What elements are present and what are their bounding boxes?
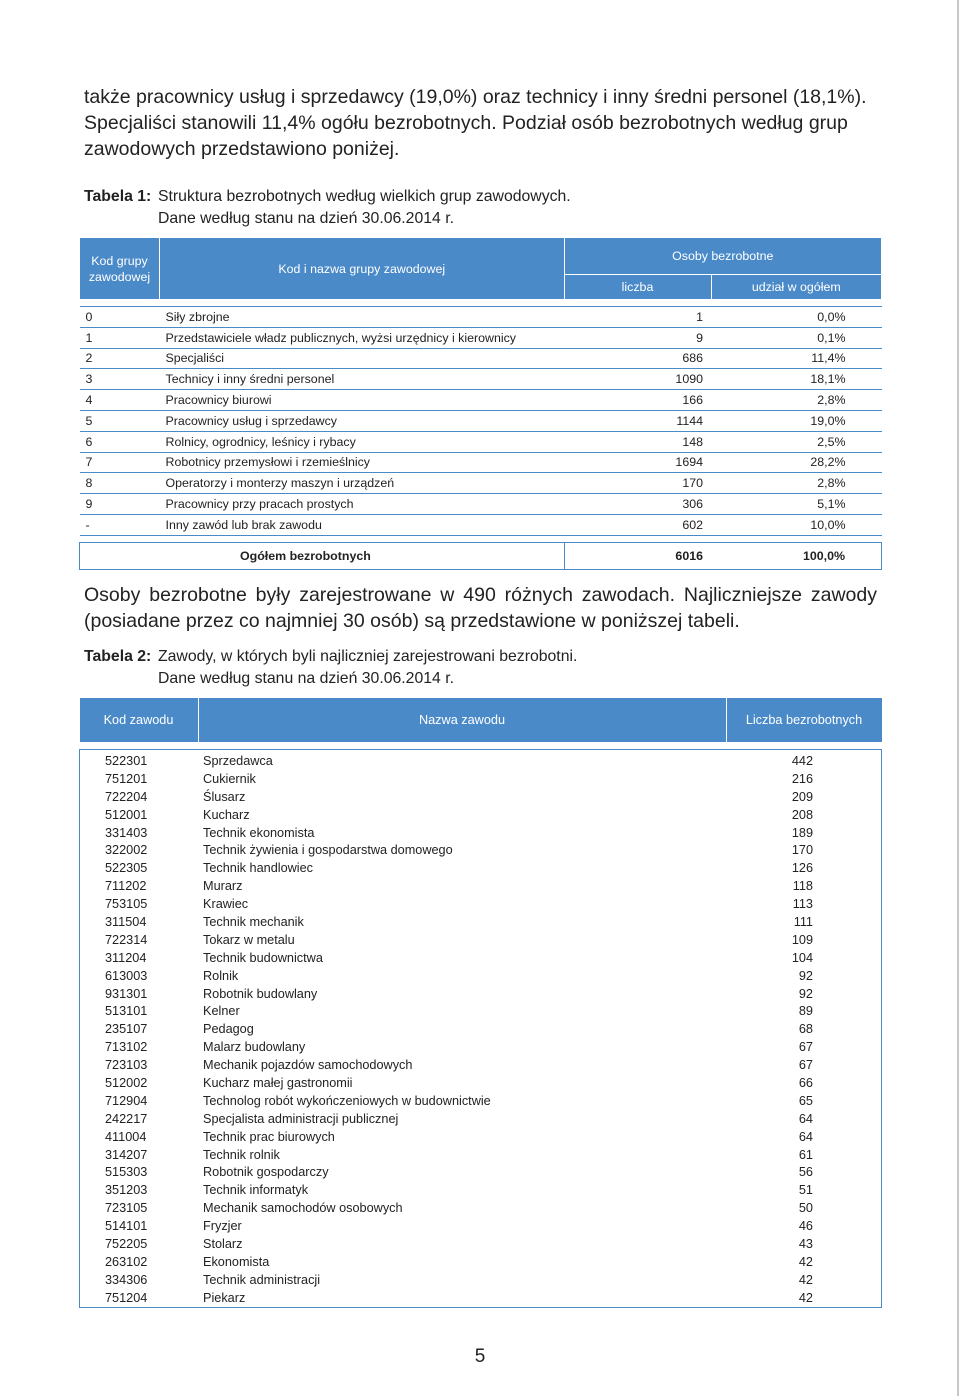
group-count: 1090: [564, 369, 711, 390]
occupation-count: 92: [798, 986, 813, 1001]
occupation-name: Technik żywienia i gospodarstwa domowego: [203, 843, 453, 858]
table2-row: [80, 1020, 882, 1038]
group-code: 6: [80, 431, 160, 452]
table1-row: [80, 431, 882, 452]
group-name: Siły zbrojne: [160, 307, 565, 328]
table1-row: [80, 327, 882, 348]
occupation-code: 411004: [105, 1129, 147, 1144]
occupation-name: Technik handlowiec: [203, 861, 314, 876]
group-name: Operatorzy i monterzy maszyn i urządzeń: [160, 473, 565, 494]
group-count: 1144: [564, 410, 711, 431]
occupation-name: Piekarz: [203, 1290, 246, 1305]
occupation-name: Pedagog: [203, 1022, 254, 1037]
occupation-count: 67: [798, 1058, 813, 1073]
occupation-count: 89: [798, 1004, 813, 1019]
occupation-code: 613003: [105, 968, 148, 983]
caption-line: Dane według stanu na dzień 30.06.2014 r.: [158, 670, 454, 687]
group-count: 602: [564, 514, 711, 535]
group-share: 10,0%: [711, 514, 882, 535]
occupation-name: Fryzjer: [203, 1219, 242, 1234]
total-label: Ogółem bezrobotnych: [80, 542, 565, 569]
intro-line: także pracownicy usług i sprzedawcy (19,0%) oraz technicy i inny średni personel (18,1%).: [84, 86, 867, 108]
caption-label: Tabela 2:: [84, 648, 152, 665]
occupation-count: 113: [792, 897, 813, 912]
group-share: 28,2%: [711, 452, 882, 473]
occupation-code: 712904: [105, 1093, 148, 1108]
table1-row: [80, 369, 882, 390]
group-count: 148: [564, 431, 711, 452]
table2-row: [80, 1074, 882, 1092]
table2-body: [80, 750, 882, 1308]
occupation-count: 43: [798, 1236, 813, 1251]
occupation-code: 751204: [105, 1290, 148, 1305]
table2-row: [80, 1235, 882, 1253]
occupation-count: 65: [798, 1093, 813, 1108]
group-share: 2,5%: [711, 431, 882, 452]
table1-row: [80, 348, 882, 369]
occupation-name: Technik mechanik: [203, 914, 304, 929]
header-count: liczba: [564, 275, 711, 300]
occupation-count: 64: [798, 1129, 813, 1144]
group-code: 9: [80, 494, 160, 515]
occupation-code: 242217: [105, 1111, 148, 1126]
header-share: udział w ogółem: [711, 275, 882, 300]
occupation-count: 42: [798, 1290, 813, 1305]
occupation-name: Technik budownictwa: [203, 950, 323, 965]
occupation-code: 711202: [105, 879, 147, 894]
group-share: 2,8%: [711, 473, 882, 494]
occupation-code: 713102: [105, 1040, 148, 1055]
group-share: 0,0%: [711, 307, 882, 328]
group-code: 2: [80, 348, 160, 369]
occupation-code: 311504: [105, 914, 147, 929]
occupation-count: 209: [791, 789, 813, 804]
total-share: 100,0%: [711, 542, 882, 569]
occupation-name: Kucharz: [203, 807, 250, 822]
occupation-count: 442: [791, 753, 813, 768]
table2-row: [80, 1110, 882, 1128]
total-count: 6016: [564, 542, 711, 569]
table2-row: [80, 770, 882, 788]
table2-row: [80, 1146, 882, 1164]
table2-row: [80, 931, 882, 949]
group-name: Pracownicy przy pracach prostych: [160, 494, 565, 515]
table1-body: [80, 307, 882, 536]
table2-row: [80, 1181, 882, 1199]
header-unemployed-count: Liczba bezrobotnych: [726, 698, 882, 742]
table2-row: [80, 1038, 882, 1056]
group-code: 5: [80, 410, 160, 431]
group-code: 4: [80, 390, 160, 411]
table2-row: [80, 806, 882, 824]
group-share: 18,1%: [711, 369, 882, 390]
occupation-code: 753105: [105, 897, 148, 912]
occupation-name: Sprzedawca: [203, 753, 273, 768]
table2-row: [80, 1092, 882, 1110]
occupation-count: 61: [798, 1147, 813, 1162]
group-code: -: [80, 514, 160, 535]
occupation-code: 723103: [105, 1058, 148, 1073]
group-code: 0: [80, 307, 160, 328]
page-edge: [957, 0, 959, 1396]
table2-row: [80, 967, 882, 985]
occupation-name: Malarz budowlany: [203, 1040, 306, 1055]
group-count: 170: [564, 473, 711, 494]
caption-line: Struktura bezrobotnych według wielkich grup zawodowych.: [158, 188, 571, 205]
group-count: 686: [564, 348, 711, 369]
occupation-name: Technik rolnik: [203, 1147, 280, 1162]
group-count: 9: [564, 327, 711, 348]
occupation-name: Krawiec: [203, 897, 249, 912]
table2-row: [80, 1002, 882, 1020]
occupation-count: 50: [798, 1201, 813, 1216]
occupation-code: 322002: [105, 843, 148, 858]
table2-row: [80, 1271, 882, 1289]
occupation-name: Stolarz: [203, 1236, 243, 1251]
occupation-code: 752205: [105, 1236, 148, 1251]
page-number: 5: [474, 1346, 486, 1367]
table2-caption: [84, 646, 577, 690]
group-share: 11,4%: [711, 348, 882, 369]
occupation-count: 68: [798, 1022, 813, 1037]
group-count: 306: [564, 494, 711, 515]
header-group-name: Kod i nazwa grupy zawodowej: [160, 238, 565, 300]
table1-row: [80, 307, 882, 328]
group-name: Przedstawiciele władz publicznych, wyżsi urzędnicy i kierownicy: [160, 327, 565, 348]
table2-occupations: [79, 698, 882, 1308]
group-code: 1: [80, 327, 160, 348]
table1-row: [80, 494, 882, 515]
table2-row: [80, 949, 882, 967]
table2-row: [80, 841, 882, 859]
occupation-count: 170: [791, 843, 813, 858]
table1-total-row: [80, 542, 882, 569]
table2-row: [80, 859, 882, 877]
middle-paragraph: Osoby bezrobotne były zarejestrowane w 490 różnych zawodach. Najliczniejsze zawody (posiadane przez co najmniej 30 osób) są przedstawione w poniższej tabeli.: [84, 584, 877, 632]
group-count: 1: [564, 307, 711, 328]
group-share: 5,1%: [711, 494, 882, 515]
group-name: Inny zawód lub brak zawodu: [160, 514, 565, 535]
occupation-code: 751201: [105, 771, 148, 786]
group-name: Technicy i inny średni personel: [160, 369, 565, 390]
occupation-count: 109: [791, 932, 813, 947]
header-unemployed: Osoby bezrobotne: [564, 238, 882, 275]
occupation-name: Technik ekonomista: [203, 825, 315, 840]
occupation-code: 512002: [105, 1075, 148, 1090]
header-occupation-name: Nazwa zawodu: [198, 698, 726, 742]
occupation-count: 64: [798, 1111, 813, 1126]
group-share: 0,1%: [711, 327, 882, 348]
occupation-name: Mechanik samochodów osobowych: [203, 1201, 403, 1216]
occupation-name: Ekonomista: [203, 1254, 270, 1269]
intro-line: Specjaliści stanowili 11,4% ogółu bezrobotnych. Podział osób bezrobotnych według grup: [84, 112, 848, 134]
group-code: 7: [80, 452, 160, 473]
group-name: Pracownicy biurowi: [160, 390, 565, 411]
occupation-count: 189: [791, 825, 813, 840]
occupation-count: 126: [791, 861, 813, 876]
occupation-count: 92: [798, 968, 813, 983]
table2-row: [80, 788, 882, 806]
occupation-name: Robotnik gospodarczy: [203, 1165, 329, 1180]
occupation-name: Specjalista administracji publicznej: [203, 1111, 399, 1126]
table2-row: [80, 913, 882, 931]
occupation-name: Technik informatyk: [203, 1183, 309, 1198]
group-share: 2,8%: [711, 390, 882, 411]
occupation-count: 111: [793, 914, 813, 929]
occupation-code: 235107: [105, 1022, 148, 1037]
occupation-name: Mechanik pojazdów samochodowych: [203, 1058, 413, 1073]
occupation-code: 311204: [105, 950, 147, 965]
occupation-name: Technolog robót wykończeniowych w budownictwie: [203, 1093, 491, 1108]
occupation-code: 512001: [105, 807, 148, 822]
occupation-code: 931301: [105, 986, 148, 1001]
group-name: Rolnicy, ogrodnicy, leśnicy i rybacy: [160, 431, 565, 452]
occupation-count: 208: [791, 807, 813, 822]
occupation-count: 118: [792, 879, 813, 894]
occupation-count: 66: [798, 1075, 813, 1090]
table2-row: [80, 1163, 882, 1181]
table1-row: [80, 410, 882, 431]
occupation-name: Murarz: [203, 879, 243, 894]
occupation-name: Kucharz małej gastronomii: [203, 1075, 353, 1090]
group-count: 1694: [564, 452, 711, 473]
table2-row: [80, 1217, 882, 1235]
occupation-code: 314207: [105, 1147, 148, 1162]
group-code: 3: [80, 369, 160, 390]
occupation-count: 56: [798, 1165, 813, 1180]
caption-line: Zawody, w których byli najliczniej zarejestrowani bezrobotni.: [158, 648, 578, 665]
occupation-name: Tokarz w metalu: [203, 932, 295, 947]
group-code: 8: [80, 473, 160, 494]
occupation-code: 515303: [105, 1165, 148, 1180]
occupation-code: 514101: [105, 1219, 148, 1234]
table2-row: [80, 1128, 882, 1146]
table1-row: [80, 514, 882, 535]
table2-row: [80, 1289, 882, 1307]
table2-row: [80, 895, 882, 913]
header-occupation-code: Kod zawodu: [80, 698, 199, 742]
table2-row: [80, 1056, 882, 1074]
header-group-code: Kod grupy zawodowej: [80, 238, 160, 300]
occupation-code: 723105: [105, 1201, 148, 1216]
table2-row: [80, 824, 882, 842]
occupation-code: 331403: [105, 825, 148, 840]
occupation-name: Technik administracji: [203, 1272, 321, 1287]
table1-occupation-groups: [79, 237, 882, 570]
occupation-count: 42: [798, 1254, 813, 1269]
group-count: 166: [564, 390, 711, 411]
occupation-count: 67: [798, 1040, 813, 1055]
table1-caption: [84, 186, 571, 230]
group-name: Specjaliści: [160, 348, 565, 369]
table2-row: [80, 985, 882, 1003]
occupation-code: 522301: [105, 753, 148, 768]
occupation-code: 334306: [105, 1272, 148, 1287]
occupation-name: Kelner: [203, 1004, 240, 1019]
occupation-code: 263102: [105, 1254, 148, 1269]
occupation-name: Ślusarz: [203, 789, 246, 804]
occupation-name: Rolnik: [203, 968, 239, 983]
occupation-count: 46: [798, 1219, 813, 1234]
occupation-code: 513101: [105, 1004, 148, 1019]
occupation-code: 722204: [105, 789, 148, 804]
occupation-name: Robotnik budowlany: [203, 986, 318, 1001]
table1-row: [80, 390, 882, 411]
occupation-name: Technik prac biurowych: [203, 1129, 335, 1144]
occupation-code: 351203: [105, 1183, 148, 1198]
occupation-count: 51: [798, 1183, 813, 1198]
table2-row: [80, 877, 882, 895]
table1-row: [80, 452, 882, 473]
intro-line: zawodowych przedstawiono poniżej.: [84, 138, 400, 160]
table2-row: [80, 1199, 882, 1217]
caption-label: Tabela 1:: [84, 188, 152, 205]
table2-row: [80, 1253, 882, 1271]
occupation-count: 104: [791, 950, 813, 965]
occupation-count: 216: [791, 771, 813, 786]
caption-line: Dane według stanu na dzień 30.06.2014 r.: [158, 210, 454, 227]
group-name: Robotnicy przemysłowi i rzemieślnicy: [160, 452, 565, 473]
group-share: 19,0%: [711, 410, 882, 431]
occupation-name: Cukiernik: [203, 771, 256, 786]
occupation-code: 722314: [105, 932, 148, 947]
table1-row: [80, 473, 882, 494]
table2-row: [80, 750, 882, 770]
occupation-count: 42: [798, 1272, 813, 1287]
group-name: Pracownicy usług i sprzedawcy: [160, 410, 565, 431]
occupation-code: 522305: [105, 861, 148, 876]
intro-paragraph: [84, 84, 877, 162]
